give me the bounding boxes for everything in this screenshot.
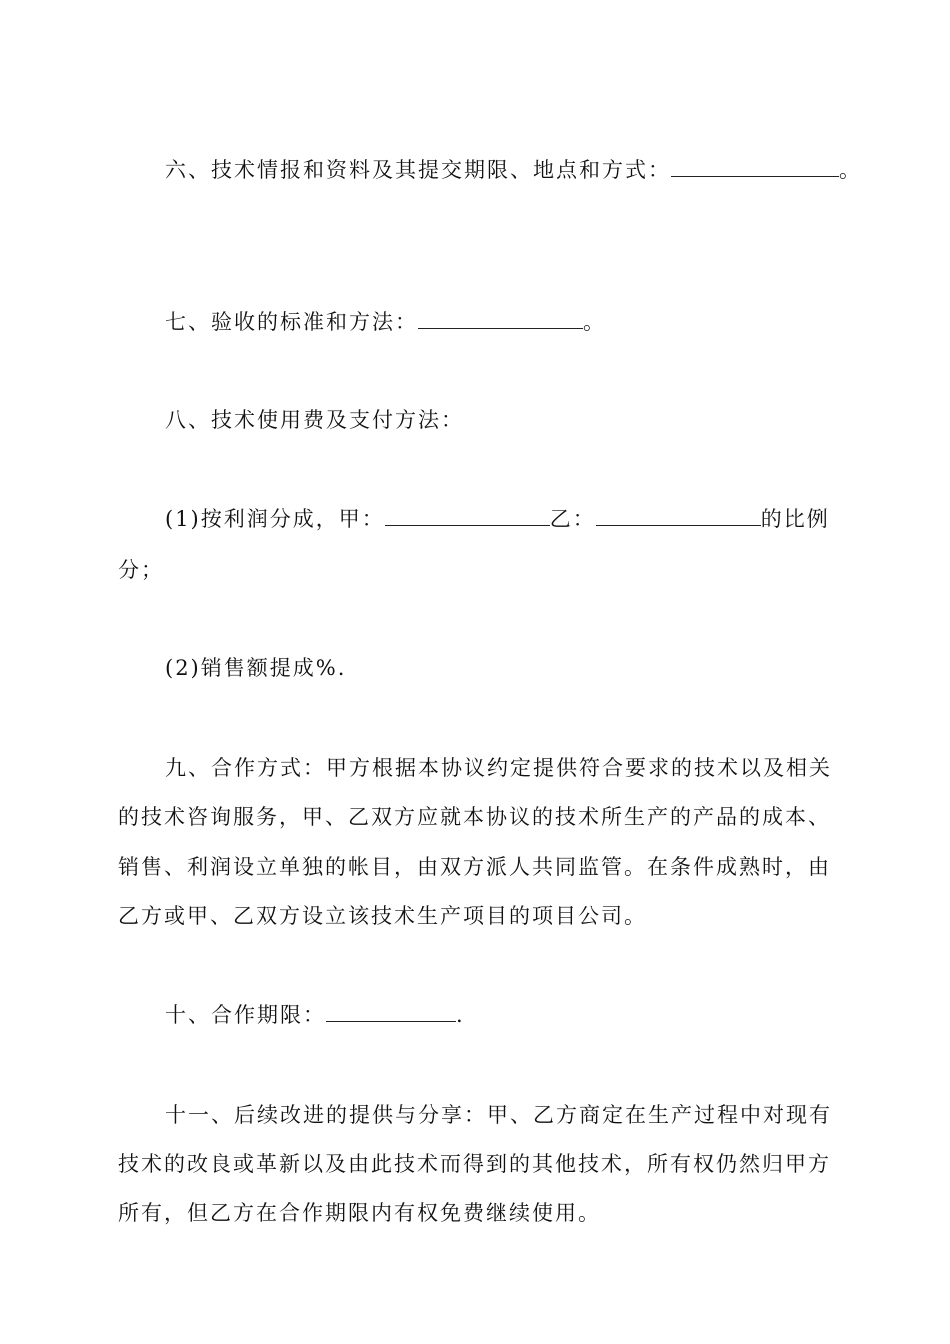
section-7-text: 七、验收的标准和方法： [165,310,418,334]
section-9-text-2: 的技术咨询服务，甲、乙双方应就本协议的技术所生产的产品的成本、 [118,805,831,829]
section-11-line-3 [118,1198,601,1228]
section-9-line-4 [118,901,647,931]
section-8-1-c: 的比例 [760,507,830,531]
section-9-text-3: 销售、利润设立单独的帐目，由双方派人共同监管。在条件成熟时，由 [118,855,831,879]
blank-field [671,158,839,177]
section-7 [165,307,606,337]
section-9-line-1 [165,753,832,783]
section-6-text: 六、技术情报和资料及其提交期限、地点和方式： [165,158,671,182]
blank-field [596,507,761,526]
section-6-end: 。 [839,158,862,182]
section-9-text-4: 乙方或甲、乙双方设立该技术生产项目的项目公司。 [118,904,647,928]
section-11-line-2 [118,1149,831,1179]
section-9-line-2 [118,802,831,832]
section-9-line-3 [118,852,831,882]
blank-field [385,507,550,526]
section-8-2 [165,653,346,683]
section-8-1-b: 乙： [549,507,596,531]
section-7-end: 。 [583,310,606,334]
section-8-1-a: (1)按利润分成，甲： [165,507,385,531]
section-11-text-3: 所有，但乙方在合作期限内有权免费继续使用。 [118,1201,601,1225]
blank-field [418,310,583,329]
section-8-1 [165,504,830,534]
section-8-2-text: (2)销售额提成%. [165,656,347,680]
section-11-text-2: 技术的改良或革新以及由此技术而得到的其他技术，所有权仍然归甲方 [118,1152,831,1176]
section-11-line-1 [165,1100,832,1130]
section-10-end: . [456,1003,465,1027]
blank-field [326,1003,456,1022]
section-10-text: 十、合作期限： [165,1003,326,1027]
section-8-1-d: 分； [118,558,164,582]
section-11-text-1: 十一、后续改进的提供与分享：甲、乙方商定在生产过程中对现有 [165,1103,832,1127]
section-10 [165,1000,465,1030]
section-8-1-cont [118,555,164,585]
section-6 [165,155,862,185]
section-9-text-1: 九、合作方式：甲方根据本协议约定提供符合要求的技术以及相关 [165,756,832,780]
section-8 [165,405,464,435]
section-8-text: 八、技术使用费及支付方法： [165,408,464,432]
